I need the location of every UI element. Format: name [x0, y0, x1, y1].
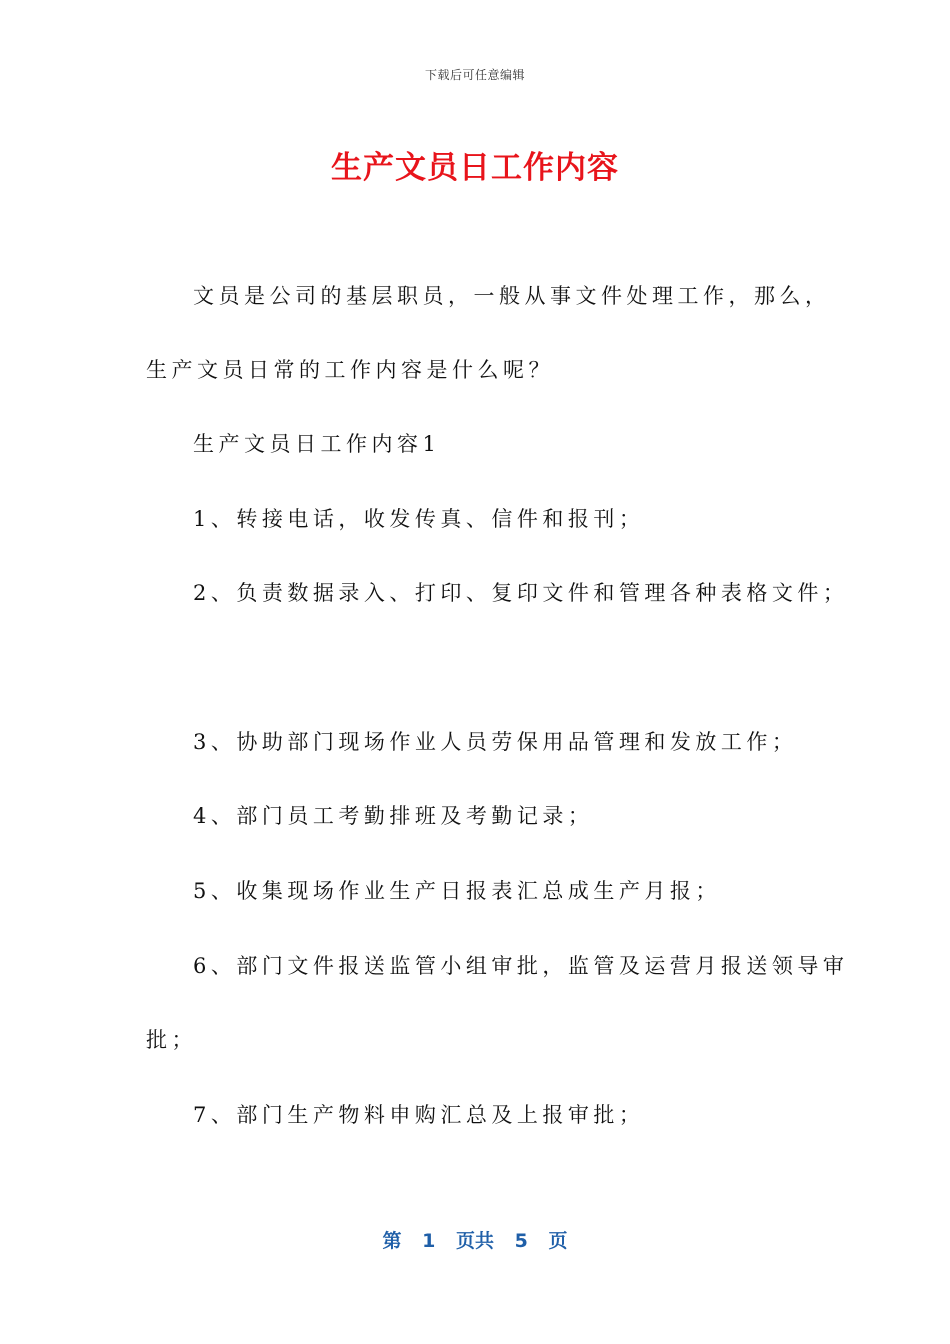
footer-page-number: 1 — [422, 1230, 436, 1252]
footer-prefix: 第 — [382, 1230, 402, 1252]
list-item: 1、转接电话，收发传真、信件和报刊； — [193, 507, 645, 531]
list-item: 3、协助部门现场作业人员劳保用品管理和发放工作； — [193, 730, 798, 754]
list-item: 6、部门文件报送监管小组审批，监管及运营月报送领导审 — [193, 954, 849, 978]
footer-middle: 页共 — [455, 1230, 494, 1252]
paragraph-line: 文员是公司的基层职员，一般从事文件处理工作，那么， — [193, 284, 831, 308]
list-item: 2、负责数据录入、打印、复印文件和管理各种表格文件； — [193, 581, 849, 605]
page-title: 生产文员日工作内容 — [331, 150, 619, 186]
header-note: 下载后可任意编辑 — [424, 68, 525, 82]
paragraph-line: 生产文员日常的工作内容是什么呢？ — [146, 358, 554, 382]
footer-suffix: 页 — [548, 1230, 568, 1252]
footer-total-pages: 5 — [514, 1230, 528, 1252]
list-item: 5、收集现场作业生产日报表汇总成生产月报； — [193, 879, 721, 903]
list-item: 4、部门员工考勤排班及考勤记录； — [193, 804, 594, 828]
list-item: 7、部门生产物料申购汇总及上报审批； — [193, 1103, 645, 1127]
page-footer — [0, 1226, 950, 1253]
list-item-continuation: 批； — [146, 1028, 197, 1052]
section-heading: 生产文员日工作内容1 — [193, 432, 441, 456]
